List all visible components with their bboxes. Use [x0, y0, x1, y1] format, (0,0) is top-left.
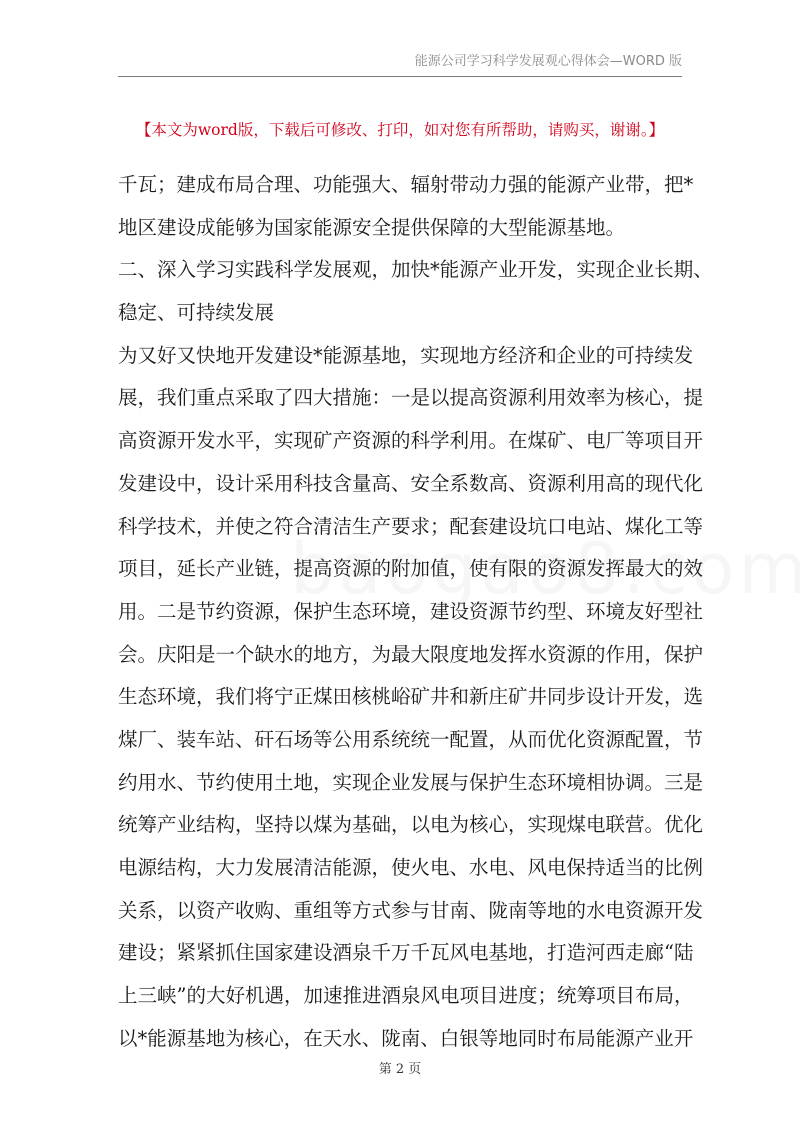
body-line: 发建设中，设计采用科技含量高、安全系数高、资源利用高的现代化: [118, 471, 704, 495]
page-header: [118, 52, 682, 77]
body-line: 电源结构，大力发展清洁能源，使火电、水电、风电保持适当的比例: [118, 856, 704, 879]
body-line: 生态环境，我们将宁正煤田核桃峪矿井和新庄矿井同步设计开发，选: [118, 685, 704, 709]
body-line: 关系，以资产收购、重组等方式参与甘南、陇南等地的水电资源开发: [118, 898, 704, 922]
body-line: 展，我们重点采取了四大措施：一是以提高资源利用效率为核心，提: [118, 386, 704, 410]
body-line: 会。庆阳是一个缺水的地方，为最大限度地发挥水资源的作用，保护: [118, 642, 704, 666]
body-line: 科学技术，并使之符合清洁生产要求；配套建设坑口电站、煤化工等: [118, 514, 704, 538]
body-line: 高资源开发水平，实现矿产资源的科学利用。在煤矿、电厂等项目开: [118, 429, 704, 453]
section-heading: 二、深入学习实践科学发展观，加快*能源产业开发，实现企业长期、: [118, 258, 713, 282]
body-line: 以*能源基地为核心，在天水、陇南、白银等地同时布局能源产业开: [118, 1026, 694, 1050]
body-line: 用。二是节约资源，保护生态环境，建设资源节约型、环境友好型社: [118, 599, 704, 623]
body-line: 约用水、节约使用土地，实现企业发展与保护生态环境相协调。三是: [118, 770, 704, 794]
body-line: 千瓦；建成布局合理、功能强大、辐射带动力强的能源产业带，把*: [118, 173, 694, 196]
body-line: 上三峡”的大好机遇，加速推进酒泉风电项目进度；统筹项目布局，: [118, 984, 694, 1008]
body-line: 建设；紧紧抓住国家建设酒泉千万千瓦风电基地，打造河西走廊“陆: [118, 941, 694, 965]
page-footer: [0, 1060, 800, 1080]
body-line: 项目，延长产业链，提高资源的附加值，使有限的资源发挥最大的效: [118, 557, 704, 581]
header-title: 能源公司学习科学发展观心得体会—WORD 版: [414, 54, 682, 69]
page-number: 第 2 页: [378, 1062, 422, 1077]
body-line: 为又好又快地开发建设*能源基地，实现地方经济和企业的可持续发: [118, 343, 694, 367]
purchase-notice: 【本文为word版，下载后可修改、打印，如对您有所帮助，请购买，谢谢。】: [135, 121, 665, 139]
document-body: [118, 164, 713, 1060]
body-line: 地区建设成能够为国家能源安全提供保障的大型能源基地。: [118, 215, 626, 239]
body-line: 煤厂、装车站、矸石场等公用系统统一配置，从而优化资源配置，节: [118, 727, 704, 751]
body-line: 统筹产业结构，坚持以煤为基础，以电为核心，实现煤电联营。优化: [118, 813, 704, 837]
section-heading: 稳定、可持续发展: [118, 301, 275, 325]
